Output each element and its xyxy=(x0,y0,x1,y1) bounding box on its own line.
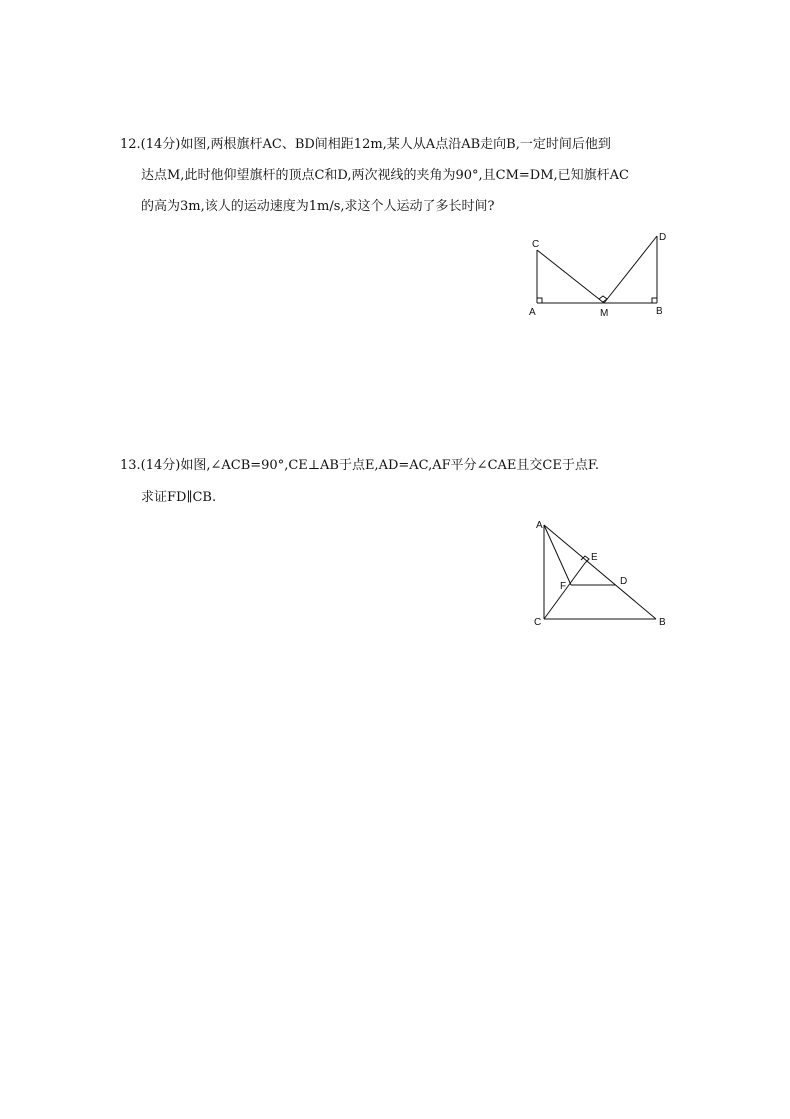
label-d: D xyxy=(620,576,628,587)
label-d: D xyxy=(659,232,667,243)
segment-dm xyxy=(604,236,657,303)
label-b: B xyxy=(656,306,663,317)
label-b: B xyxy=(659,617,666,628)
problem-13-line-2: 求证FD∥CB. xyxy=(141,490,217,505)
problem-13-figure xyxy=(520,515,700,635)
label-a: A xyxy=(529,307,536,318)
label-c: C xyxy=(532,239,540,250)
right-angle-mark-b xyxy=(652,298,657,303)
segment-ab xyxy=(544,525,656,619)
problem-12-line-3: 的高为3m,该人的运动速度为1m/s,求这个人运动了多长时间? xyxy=(141,199,495,214)
label-a: A xyxy=(536,520,543,531)
problem-12-line-2: 达点M,此时他仰望旗杆的顶点C和D,两次视线的夹角为90°,且CM=DM,已知旗杆AC xyxy=(141,168,630,183)
segment-cm xyxy=(537,250,604,303)
problem-12-line-1: 12.(14分)如图,两根旗杆AC、BD间相距12m,某人从A点沿AB走向B,一定时间后他到 xyxy=(120,137,611,152)
right-angle-mark-a xyxy=(537,298,542,303)
label-m: M xyxy=(600,308,609,319)
problem-12-figure xyxy=(520,228,700,328)
label-e: E xyxy=(591,552,598,563)
label-f: F xyxy=(560,581,567,592)
segment-af xyxy=(544,525,571,585)
problem-13-line-1: 13.(14分)如图,∠ACB=90°,CE⊥AB于点E,AD=AC,AF平分∠CAE且交CE于点F. xyxy=(120,458,599,473)
label-c: C xyxy=(534,617,542,628)
